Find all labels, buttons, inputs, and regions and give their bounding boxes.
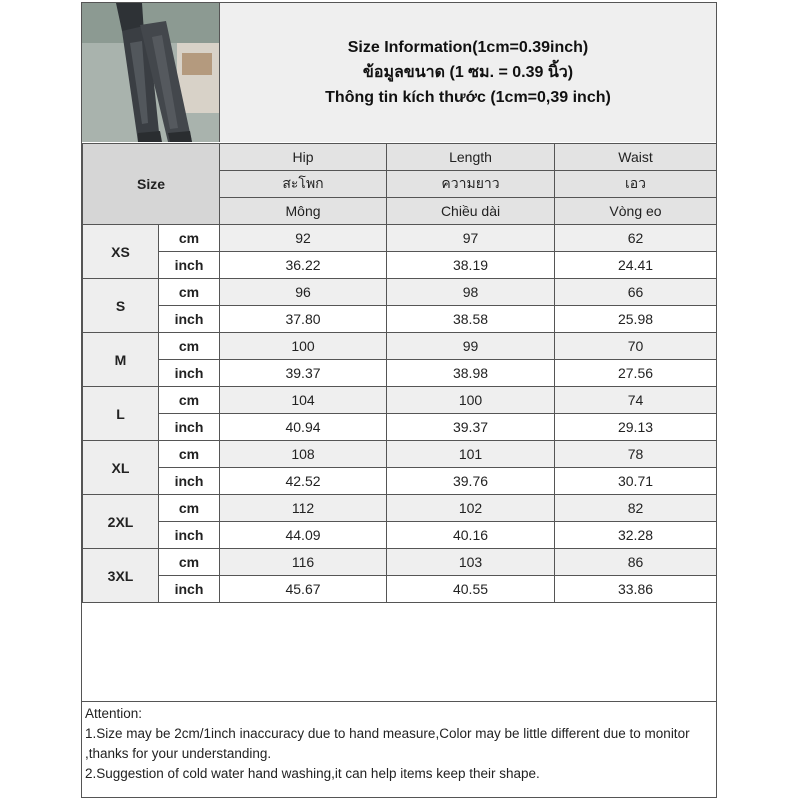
value-cell: 39.76 [387, 468, 555, 495]
value-cell: 38.19 [387, 252, 555, 279]
unit-label-cm: cm [159, 225, 220, 252]
column-header-hip: Hip [220, 144, 387, 171]
value-cell: 38.98 [387, 360, 555, 387]
value-cell: 39.37 [220, 360, 387, 387]
value-cell: 96 [220, 279, 387, 306]
value-cell: 27.56 [555, 360, 717, 387]
value-cell: 44.09 [220, 522, 387, 549]
value-cell: 103 [387, 549, 555, 576]
column-header-length: Length [387, 144, 555, 171]
table-row [83, 333, 717, 360]
value-cell: 33.86 [555, 576, 717, 603]
unit-label-cm: cm [159, 495, 220, 522]
value-cell: 97 [387, 225, 555, 252]
table-row [83, 522, 717, 549]
unit-label-cm: cm [159, 279, 220, 306]
value-cell: 98 [387, 279, 555, 306]
value-cell: 45.67 [220, 576, 387, 603]
table-row [83, 495, 717, 522]
header-section [82, 3, 716, 144]
value-cell: 24.41 [555, 252, 717, 279]
notes-heading: Attention: [85, 706, 143, 721]
unit-label-cm: cm [159, 333, 220, 360]
table-row [83, 576, 717, 603]
value-cell: 39.37 [387, 414, 555, 441]
table-row [83, 441, 717, 468]
value-cell: 25.98 [555, 306, 717, 333]
value-cell: 32.28 [555, 522, 717, 549]
table-row [83, 468, 717, 495]
column-header-length-vi: Chiều dài [387, 198, 555, 225]
column-header-length-thai: ความยาว [387, 171, 555, 198]
jeans-image [82, 3, 219, 142]
table-row [83, 225, 717, 252]
value-cell: 108 [220, 441, 387, 468]
note-item: 1.Size may be 2cm/1inch inaccuracy due to hand measure,Color may be little different due to monitor ,thanks for your understanding. [85, 726, 690, 761]
note-item: 2.Suggestion of cold water hand washing,it can help items keep their shape. [85, 766, 540, 781]
value-cell: 38.58 [387, 306, 555, 333]
table-row [83, 279, 717, 306]
value-cell: 104 [220, 387, 387, 414]
table-row [83, 549, 717, 576]
size-table [82, 143, 717, 603]
value-cell: 70 [555, 333, 717, 360]
value-cell: 30.71 [555, 468, 717, 495]
value-cell: 74 [555, 387, 717, 414]
header-row-english [83, 144, 717, 171]
size-name: XS [83, 225, 159, 279]
title-thai: ข้อมูลขนาด (1 ซม. = 0.39 นิ้ว) [362, 64, 574, 81]
unit-label-inch: inch [159, 414, 220, 441]
title-english: Size Information(1cm=0.39inch) [347, 39, 589, 56]
table-row [83, 387, 717, 414]
value-cell: 101 [387, 441, 555, 468]
value-cell: 99 [387, 333, 555, 360]
column-header-waist-vi: Vòng eo [555, 198, 717, 225]
unit-label-inch: inch [159, 468, 220, 495]
value-cell: 116 [220, 549, 387, 576]
value-cell: 100 [387, 387, 555, 414]
title-vietnamese: Thông tin kích thước (1cm=0,39 inch) [325, 89, 611, 106]
value-cell: 66 [555, 279, 717, 306]
column-header-waist: Waist [555, 144, 717, 171]
value-cell: 37.80 [220, 306, 387, 333]
value-cell: 78 [555, 441, 717, 468]
unit-label-cm: cm [159, 549, 220, 576]
value-cell: 102 [387, 495, 555, 522]
table-row [83, 306, 717, 333]
size-name: 2XL [83, 495, 159, 549]
value-cell: 86 [555, 549, 717, 576]
value-cell: 62 [555, 225, 717, 252]
product-photo [82, 3, 220, 142]
unit-label-cm: cm [159, 441, 220, 468]
value-cell: 42.52 [220, 468, 387, 495]
size-name: M [83, 333, 159, 387]
unit-label-inch: inch [159, 252, 220, 279]
unit-label-inch: inch [159, 522, 220, 549]
size-chart [81, 2, 717, 798]
unit-label-inch: inch [159, 306, 220, 333]
column-header-hip-thai: สะโพก [220, 171, 387, 198]
unit-label-inch: inch [159, 576, 220, 603]
value-cell: 40.55 [387, 576, 555, 603]
value-cell: 82 [555, 495, 717, 522]
value-cell: 112 [220, 495, 387, 522]
unit-label-cm: cm [159, 387, 220, 414]
value-cell: 100 [220, 333, 387, 360]
size-name: L [83, 387, 159, 441]
value-cell: 40.16 [387, 522, 555, 549]
size-name: S [83, 279, 159, 333]
size-header: Size [83, 144, 220, 225]
value-cell: 36.22 [220, 252, 387, 279]
size-info-title [220, 3, 716, 142]
size-name: 3XL [83, 549, 159, 603]
column-header-hip-vi: Mông [220, 198, 387, 225]
table-row [83, 360, 717, 387]
value-cell: 92 [220, 225, 387, 252]
unit-label-inch: inch [159, 360, 220, 387]
table-row [83, 252, 717, 279]
table-row [83, 414, 717, 441]
attention-notes [82, 701, 716, 786]
value-cell: 40.94 [220, 414, 387, 441]
value-cell: 29.13 [555, 414, 717, 441]
size-name: XL [83, 441, 159, 495]
column-header-waist-thai: เอว [555, 171, 717, 198]
